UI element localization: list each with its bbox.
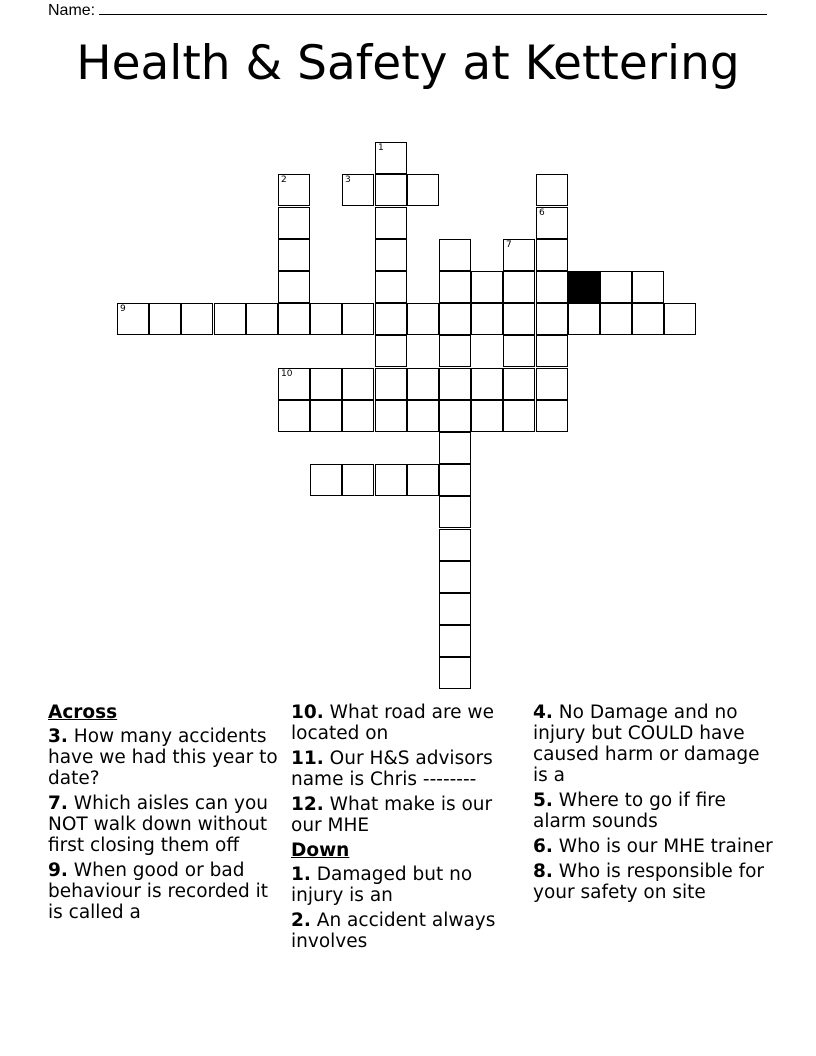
clue-number: 6 [539,208,545,218]
grid-cell[interactable] [439,657,471,689]
grid-cell[interactable] [375,400,407,432]
grid-cell[interactable] [149,303,181,335]
grid-cell[interactable] [278,303,310,335]
grid-cell[interactable] [439,625,471,657]
clue-number: 2 [281,175,287,185]
clues-column-2 [291,702,523,956]
grid-cell[interactable] [375,142,407,174]
grid-cell[interactable] [503,303,535,335]
grid-cell[interactable] [536,174,568,206]
clue-number: 9 [120,304,126,314]
down-clue-8: 8. Who is responsible for your safety on site [533,861,765,903]
grid-cell[interactable] [600,303,632,335]
grid-cell[interactable] [214,303,246,335]
grid-cell[interactable] [278,174,310,206]
grid-cell[interactable] [375,239,407,271]
grid-cell[interactable] [342,174,374,206]
grid-cell[interactable] [503,271,535,303]
grid-cell[interactable] [439,400,471,432]
grid-cell[interactable] [439,529,471,561]
down-clue-5: 5. Where to go if fire alarm sounds [533,790,726,832]
clues-column-1 [48,702,280,927]
grid-cell[interactable] [375,207,407,239]
grid-cell[interactable] [471,368,503,400]
across-clue-7: 7. Which aisles can you NOT walk down without first closing them off [48,793,268,856]
grid-cell[interactable] [439,335,471,367]
grid-cell[interactable] [439,368,471,400]
grid-cell[interactable] [439,496,471,528]
grid-cell[interactable] [439,239,471,271]
across-clue-11: 11. Our H&S advisors name is Chris -------- [291,748,493,790]
grid-cell[interactable] [375,303,407,335]
grid-cell[interactable] [278,239,310,271]
across-clue-3: 3. How many accidents have we had this year to date? [48,726,278,789]
grid-cell[interactable] [503,239,535,271]
grid-cell[interactable] [310,368,342,400]
grid-cell[interactable] [600,271,632,303]
down-heading: Down [291,840,350,861]
grid-cell[interactable] [632,303,664,335]
clue-number: 10 [281,369,293,379]
name-label: Name: [48,2,96,19]
grid-cell[interactable] [536,239,568,271]
clue-number: 7 [506,240,512,250]
grid-cell[interactable] [278,400,310,432]
grid-cell[interactable] [246,303,278,335]
across-clue-12: 12. What make is our our MHE [291,794,493,836]
grid-cell[interactable] [375,464,407,496]
grid-cell[interactable] [342,368,374,400]
down-clue-1: 1. Damaged but no injury is an [291,864,473,906]
grid-cell[interactable] [342,464,374,496]
grid-cell[interactable] [439,464,471,496]
grid-cell[interactable] [632,271,664,303]
grid-cell[interactable] [536,400,568,432]
grid-cell[interactable] [503,335,535,367]
down-clue-4: 4. No Damage and no injury but COULD have caused harm or damage is a [533,702,760,786]
grid-cell[interactable] [439,593,471,625]
grid-cell[interactable] [310,303,342,335]
grid-cell[interactable] [278,368,310,400]
grid-cell[interactable] [439,561,471,593]
grid-cell[interactable] [407,400,439,432]
grid-cell[interactable] [664,303,696,335]
grid-cell[interactable] [375,368,407,400]
grid-cell[interactable] [439,303,471,335]
across-clue-9: 9. When good or bad behaviour is recorded it is called a [48,860,268,923]
grid-cell[interactable] [471,400,503,432]
grid-cell[interactable] [536,368,568,400]
grid-cell[interactable] [407,303,439,335]
grid-cell[interactable] [278,271,310,303]
across-clue-10: 10. What road are we located on [291,702,494,744]
page-title: Health & Safety at Kettering [76,36,740,91]
grid-cell[interactable] [536,303,568,335]
grid-cell[interactable] [471,271,503,303]
grid-cell[interactable] [471,303,503,335]
grid-cell[interactable] [181,303,213,335]
grid-cell[interactable] [342,400,374,432]
clues-column-3 [533,702,773,907]
down-clue-6: 6. Who is our MHE trainer [533,836,773,857]
grid-cell[interactable] [503,368,535,400]
grid-cell[interactable] [375,335,407,367]
grid-cell[interactable] [536,335,568,367]
grid-cell[interactable] [342,303,374,335]
grid-cell[interactable] [568,303,600,335]
grid-cell[interactable] [375,174,407,206]
down-clue-2: 2. An accident always involves [291,910,496,952]
grid-cell[interactable] [375,271,407,303]
grid-cell[interactable] [117,303,149,335]
grid-cell[interactable] [278,207,310,239]
grid-cell[interactable] [407,174,439,206]
grid-cell[interactable] [439,271,471,303]
grid-block [568,271,600,303]
grid-cell[interactable] [536,207,568,239]
grid-cell[interactable] [536,271,568,303]
clue-number: 1 [378,143,384,153]
grid-cell[interactable] [439,432,471,464]
grid-cell[interactable] [407,464,439,496]
clue-number: 3 [345,175,351,185]
grid-cell[interactable] [407,368,439,400]
grid-cell[interactable] [503,400,535,432]
grid-cell[interactable] [310,464,342,496]
across-heading: Across [48,702,118,723]
grid-cell[interactable] [310,400,342,432]
